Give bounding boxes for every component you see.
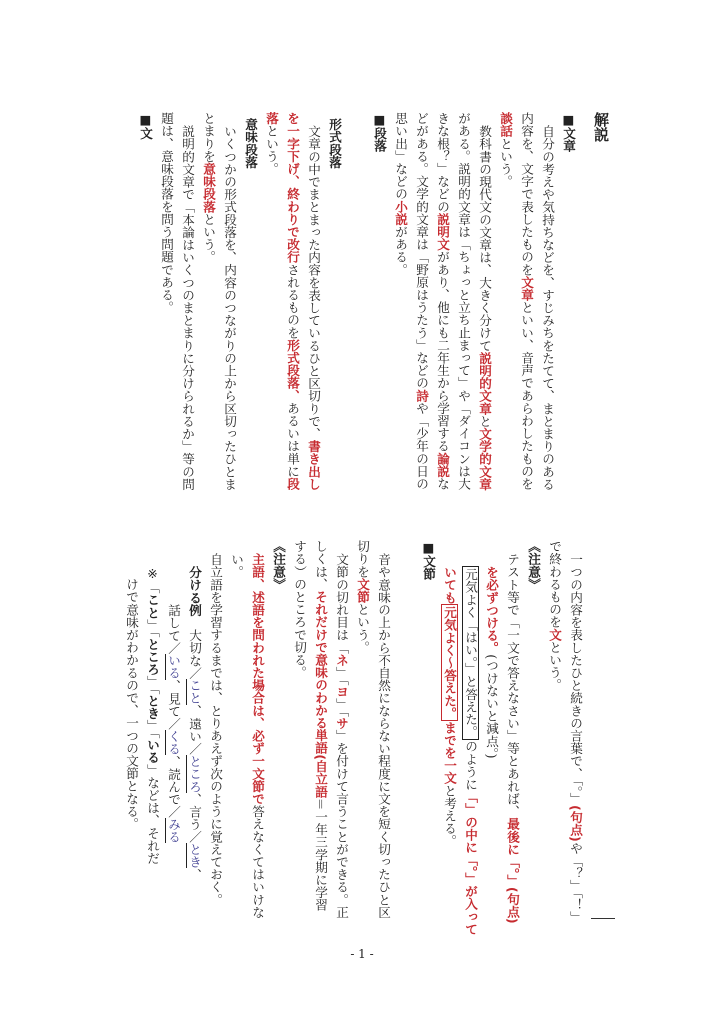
text-segment: 内容を、文字で表したものを <box>519 112 534 276</box>
text-segment: しくは、 <box>313 540 328 591</box>
highlighted-term: 形式段落、 <box>285 338 300 402</box>
highlighted-term: 文章 <box>519 275 534 302</box>
text-column <box>324 112 345 502</box>
highlighted-term: サ <box>334 716 349 730</box>
text-segment: という。 <box>355 603 370 654</box>
text-column <box>460 540 481 936</box>
text-column <box>516 112 537 502</box>
text-segment: とまりを <box>201 112 216 163</box>
text-column <box>502 540 523 925</box>
highlighted-term: 説明文 <box>435 212 450 251</box>
text-segment: と <box>477 414 492 428</box>
text-column <box>537 112 558 502</box>
highlighted-term: までを一文 <box>442 721 457 785</box>
text-column <box>558 112 579 502</box>
highlighted-term: (句点) <box>568 805 583 842</box>
text-segment: 」などは、それだ <box>145 763 160 865</box>
text-column <box>240 112 261 502</box>
text-segment: 、 <box>187 868 202 882</box>
top-text-block <box>111 112 613 502</box>
highlighted-term: 小説 <box>393 200 408 226</box>
text-segment: 、見て／ <box>166 679 181 731</box>
highlighted-term: 文 <box>547 628 562 641</box>
text-column <box>495 112 516 502</box>
text-segment: という。 <box>201 212 216 264</box>
text-column <box>352 540 373 925</box>
bold-text: ■文節 <box>421 540 436 581</box>
highlighted-term: 落 <box>264 112 279 125</box>
highlighted-term: (自立語 <box>313 754 328 798</box>
bold-text: ■段落 <box>372 112 387 153</box>
underlined-example-word: ところ <box>187 755 202 793</box>
text-column <box>303 112 324 502</box>
bold-text: 形式段落 <box>327 118 342 169</box>
text-segment: 」「 <box>145 618 160 638</box>
text-column <box>135 112 156 502</box>
text-column <box>184 540 205 925</box>
text-segment: 、言う／ <box>187 792 202 844</box>
highlighted-term: ヨ <box>334 685 349 698</box>
bold-text: こと <box>145 593 160 619</box>
text-segment: 、遠い／ <box>187 704 202 756</box>
text-segment: ※「 <box>145 566 160 594</box>
text-column <box>121 540 142 925</box>
highlighted-term: 文節 <box>355 577 370 604</box>
highlighted-term: を必ずつける。 <box>484 566 499 655</box>
text-segment: 」「 <box>145 719 160 739</box>
bold-text: 解説 <box>592 112 610 142</box>
text-segment: という。 <box>264 124 279 176</box>
underlined-example-word: いる <box>166 654 181 680</box>
text-segment: がある。 <box>393 225 408 276</box>
page-number: - 1 - <box>350 947 374 961</box>
text-segment: 自分の考えや気持ちなどを、すじみちをたてて、まとまりのある <box>540 125 555 491</box>
text-segment: いくつかの形式段落を、内容のつながりの上から区切ったひとま <box>222 125 237 491</box>
text-segment: 説明的文章で「本論はいくつのまとまりに分けられるか」等の問 <box>180 125 195 491</box>
text-column <box>474 112 495 502</box>
text-column <box>268 540 289 925</box>
text-segment: 切りを <box>355 540 370 578</box>
text-segment: 文節の切れ目は「 <box>334 553 349 654</box>
text-segment: 一つの内容を表したひと続きの言葉で、「。」 <box>568 553 583 805</box>
text-column <box>373 540 394 925</box>
bold-text: ■文章 <box>561 112 576 153</box>
text-segment: ＝一年三学期に学習 <box>313 797 328 912</box>
boxed-example: 元気よく「はい。」と答えた。 <box>463 568 478 739</box>
text-segment: 思い出」などの <box>393 112 408 201</box>
text-column <box>481 540 502 925</box>
highlighted-term: 意味段落 <box>201 162 216 213</box>
text-column <box>432 112 453 502</box>
highlighted-term: 詩 <box>414 389 429 402</box>
text-segment: な <box>435 477 450 491</box>
text-segment: があり、他にも二年生から学習する <box>435 250 450 453</box>
bold-text: 《注意》 <box>526 540 541 591</box>
underlined-example-word: こと <box>187 679 202 705</box>
bottom-text-block <box>121 540 586 936</box>
bold-text: とき <box>145 694 160 720</box>
highlighted-term: それだけで意味のわかる単語 <box>313 590 328 755</box>
text-segment: 」「 <box>334 666 349 686</box>
text-segment: 、読んで／ <box>166 755 181 819</box>
underlined-example-word: くる <box>166 730 181 756</box>
section-title <box>589 112 613 502</box>
text-segment: きな根？」などの <box>435 112 450 213</box>
text-column <box>282 112 303 502</box>
text-column <box>453 112 474 502</box>
text-column <box>226 540 247 925</box>
text-column <box>219 112 240 502</box>
bold-text: ところ <box>145 637 160 676</box>
highlighted-term: 談話 <box>498 112 513 138</box>
text-column <box>205 540 226 925</box>
text-column <box>310 540 331 925</box>
text-column <box>177 112 198 502</box>
bold-text: 意味段落 <box>243 118 258 169</box>
text-segment: 題は、意味段落を問う問題である。 <box>159 112 174 314</box>
text-segment: 教科書の現代文の文章は、大きく分けて <box>477 125 492 352</box>
bold-text: 《注意》 <box>271 540 286 591</box>
text-column <box>156 112 177 502</box>
text-segment: 話して／ <box>166 604 181 655</box>
text-segment: 答えなくてはいけな <box>250 805 265 919</box>
highlighted-term: 説明的文章 <box>477 351 492 415</box>
highlighted-term: 最後に「。」(句点) <box>505 817 520 924</box>
highlighted-term: 文学的文章 <box>477 427 492 491</box>
text-segment: 文章の中でまとまった内容を表しているひと区切りで、 <box>306 125 321 440</box>
text-segment: (つけないと減点。) <box>484 654 499 759</box>
bold-text: 分ける例 <box>187 566 202 617</box>
red-boxed-example: 元気よく～答えた。 <box>442 605 457 720</box>
text-segment: どがある。文学的文章は「野原はうたう」などの <box>414 112 429 390</box>
divider-line <box>591 918 615 919</box>
highlighted-term: 書き出し <box>306 440 321 491</box>
text-column <box>565 540 586 925</box>
text-segment: テスト等で「一文で答えなさい」等とあれば、 <box>505 553 520 818</box>
text-segment: けで意味がわかるので、一つの文節となる。 <box>124 578 139 830</box>
highlighted-term: 段 <box>285 477 300 491</box>
text-segment: という。 <box>547 640 562 692</box>
text-segment: する）のところで切る。 <box>292 540 307 679</box>
highlighted-term: 論説 <box>435 452 450 478</box>
bold-text: いる <box>145 738 160 764</box>
text-segment: 音や意味の上から不自然にならない程度に文を短く切ったひと区 <box>376 553 391 919</box>
text-segment: のように <box>463 740 478 791</box>
highlighted-term: 「」の中に「。」が入って <box>463 790 478 936</box>
text-segment: い。 <box>229 553 244 579</box>
text-column <box>439 540 460 925</box>
text-column <box>331 540 352 925</box>
text-column <box>247 540 268 925</box>
text-segment: あるいは単に <box>285 401 300 478</box>
text-segment: と考える。 <box>442 784 457 848</box>
highlighted-term: ネ <box>334 653 349 667</box>
text-segment: といい、音声であらわしたものを <box>519 301 534 491</box>
text-column <box>411 112 432 502</box>
bold-text: ■文 <box>138 112 153 140</box>
text-segment: で終わるものを <box>547 540 562 629</box>
text-column <box>198 112 219 502</box>
highlighted-term: 主語、述語を問われた場合は、必ず一文節で <box>250 553 265 805</box>
text-column <box>418 540 439 925</box>
text-segment: 」「 <box>145 675 160 695</box>
text-column <box>390 112 411 502</box>
text-column <box>544 540 565 925</box>
underlined-example-word: とき <box>187 843 202 869</box>
text-segment: や「？」「！」 <box>568 841 583 924</box>
text-column <box>261 112 282 502</box>
text-segment: 大切な／ <box>187 616 202 680</box>
text-column <box>163 540 184 925</box>
text-column <box>523 540 544 925</box>
text-segment: がある。説明的文章は「ちょっと立ち止まって」や「ダイコンは大 <box>456 112 471 490</box>
text-segment: 自立語を学習するまでは、とりあえず次のように覚えておく。 <box>208 553 223 906</box>
text-column <box>289 540 310 925</box>
text-column <box>142 540 163 925</box>
text-segment: という。 <box>498 137 513 188</box>
highlighted-term: いても <box>442 566 457 604</box>
text-column <box>369 112 390 502</box>
text-segment: 」「 <box>334 697 349 717</box>
highlighted-term: を一字下げ、終わりで改行 <box>285 112 300 264</box>
text-segment: されるものを <box>285 263 300 339</box>
text-segment: 」を付けて言うことができる。正 <box>334 729 349 919</box>
underlined-example-word: みる <box>166 818 181 844</box>
text-segment: や「少年の日の <box>414 401 429 491</box>
